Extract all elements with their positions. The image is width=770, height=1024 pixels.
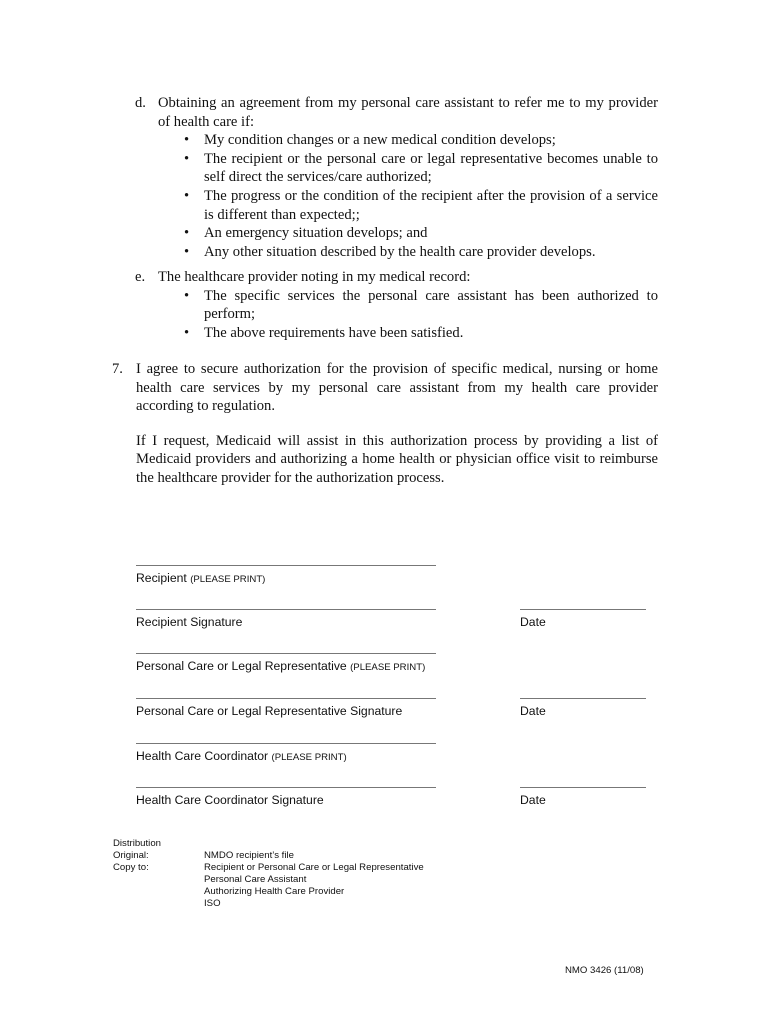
rep-date-line[interactable] xyxy=(520,698,646,699)
item-7-text: I agree to secure authorization for the provision of specific medical, nursing or home health care services by my personal care assistant from my health care provider according to regulation. xyxy=(136,361,658,415)
section-d-text: Obtaining an agreement from my personal care assistant to refer me to my provider of health care if: xyxy=(158,95,658,130)
distribution-original-value: NMDO recipient’s file xyxy=(204,850,294,861)
item-7-marker: 7. xyxy=(112,361,123,377)
list-item: • The progress or the condition of the recipient after the provision of a service is different than expected;; xyxy=(180,187,658,224)
form-number: NMO 3426 (11/08) xyxy=(565,965,644,976)
list-item: • An emergency situation develops; and xyxy=(180,224,658,243)
rep-print-label: Personal Care or Legal Representative (PLEASE PRINT) xyxy=(136,659,426,673)
recipient-print-label: Recipient (PLEASE PRINT) xyxy=(136,571,266,585)
coordinator-print-line[interactable] xyxy=(136,743,436,744)
list-item: • My condition changes or a new medical condition develops; xyxy=(180,131,658,150)
section-d-bullets xyxy=(180,131,658,261)
item-7-paragraph2: If I request, Medicaid will assist in this authorization process by providing a list of Medicaid providers and authorizing a home health or physician office visit to reimburse the healthcare provider for the authorization process. xyxy=(136,432,658,486)
section-e-bullets xyxy=(180,287,658,343)
section-d-marker: d. xyxy=(135,95,146,111)
coordinator-print-label: Health Care Coordinator (PLEASE PRINT) xyxy=(136,749,347,763)
distribution-copy-value: Recipient or Personal Care or Legal Representative xyxy=(204,862,424,873)
section-e-marker: e. xyxy=(135,269,146,285)
distribution-copy-label: Copy to: xyxy=(113,862,149,873)
distribution-copy-value: ISO xyxy=(204,898,221,909)
distribution-heading: Distribution xyxy=(113,838,161,849)
list-item: • The specific services the personal care assistant has been authorized to perform; xyxy=(180,287,658,324)
distribution-copy-value: Personal Care Assistant xyxy=(204,874,307,885)
rep-signature-label: Personal Care or Legal Representative Signature xyxy=(136,704,403,718)
distribution-copy-value: Authorizing Health Care Provider xyxy=(204,886,345,897)
distribution-original-label: Original: xyxy=(113,850,149,861)
coordinator-signature-line[interactable] xyxy=(136,787,436,788)
item-7 xyxy=(112,360,658,488)
recipient-date-line[interactable] xyxy=(520,609,646,610)
rep-date-label: Date xyxy=(520,704,546,718)
rep-signature-line[interactable] xyxy=(136,698,436,699)
recipient-signature-label: Recipient Signature xyxy=(136,615,243,629)
recipient-date-label: Date xyxy=(520,615,546,629)
section-e-text: The healthcare provider noting in my medical record: xyxy=(158,269,471,285)
list-item: • The recipient or the personal care or legal representative becomes unable to self direct the services/care authorized; xyxy=(180,150,658,187)
section-e xyxy=(135,268,658,342)
list-item: • The above requirements have been satisfied. xyxy=(180,324,658,343)
coordinator-date-line[interactable] xyxy=(520,787,646,788)
section-d xyxy=(135,94,658,261)
recipient-print-line[interactable] xyxy=(136,565,436,566)
list-item: • Any other situation described by the health care provider develops. xyxy=(180,243,658,262)
rep-print-line[interactable] xyxy=(136,653,436,654)
recipient-signature-line[interactable] xyxy=(136,609,436,610)
coordinator-date-label: Date xyxy=(520,793,546,807)
coordinator-signature-label: Health Care Coordinator Signature xyxy=(136,793,324,807)
